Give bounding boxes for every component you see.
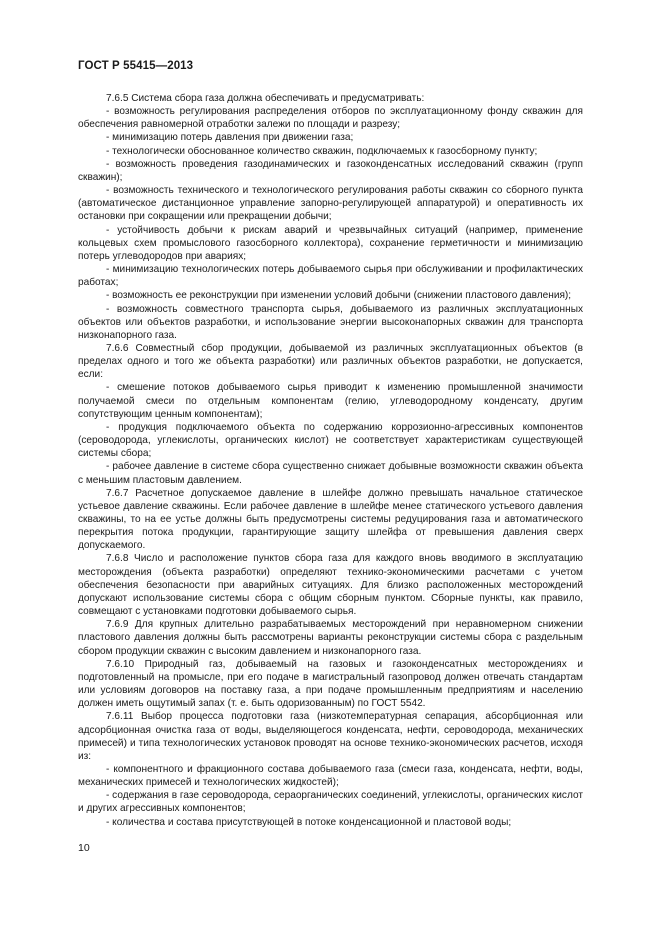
list-item: - компонентного и фракционного состава добываемого газа (смеси газа, конденсата, нефти, воды, механических примесей и технологических жидкостей); — [78, 763, 583, 789]
list-item: - возможность проведения газодинамических и газоконденсатных исследований скважин (групп скважин); — [78, 158, 583, 183]
paragraph-7-6-11: 7.6.11 Выбор процесса подготовки газа (низкотемпературная сепарация, абсорбционная или адсорбционная очистка газа от воды, выделяющегося конденсата, нефти, сероводорода, механических примесей) и типа технологических установок проводят на основе технико-экономических расчетов, исходя из: — [78, 711, 583, 762]
paragraph-7-6-8: 7.6.8 Число и расположение пунктов сбора газа для каждого вновь вводимого в эксплуатацию месторождения (объекта разработки) определяют технико-экономическими расчетами с учетом обеспечения безопасности при аварийных ситуациях. Для близко расположенных месторождений допускают использование системы сбора с общим сборным пунктом. Сборные пункты, как правило, совмещают с установками подготовки добываемого сырья. — [78, 553, 583, 618]
list-item: - устойчивость добычи к рискам аварий и чрезвычайных ситуаций (например, применение кольцевых схем промыслового газосборного коллектора), сохранение герметичности и минимизацию потерь углеводородов при авариях; — [78, 224, 583, 262]
paragraph-7-6-7: 7.6.7 Расчетное допускаемое давление в шлейфе должно превышать начальное статическое устьевое давление скважины. Если рабочее давление в шлейфе менее статического устьевого давления скважины, то на ее устье должны быть предусмотрены системы редуцирования газа и автоматического перекрытия потока продукции, гарантирующие защиту шлейфа от превышения давления сверх допускаемого. — [78, 487, 583, 552]
list-item: - технологически обоснованное количество скважин, подключаемых к газосборному пункту; — [106, 145, 538, 157]
list-item: - минимизацию технологических потерь добываемого сырья при обслуживании и профилактических работах; — [78, 264, 583, 289]
list-item: - возможность регулирования распределения отборов по эксплуатационному фонду скважин для обеспечения равномерной отработки залежи по площади и разрезу; — [78, 106, 583, 131]
list-item: - возможность совместного транспорта сырья, добываемого из различных эксплуатационных объектов или объектов разработки, и использование энергии высоконапорных скважин для транспорта низконапорного газа. — [78, 303, 583, 341]
list-item: - содержания в газе сероводорода, сераорганических соединений, углекислоты, органических кислот и других агрессивных компонентов; — [78, 790, 583, 815]
paragraph-7-6-10: 7.6.10 Природный газ, добываемый на газовых и газоконденсатных месторождениях и подготовленный на промысле, при его подаче в магистральный газопровод должен отвечать стандартам или условиям договоров на поставку газа, а при подаче промышленным предприятиям и населению должен иметь ощутимый запах (т. е. быть одоризованным) по ГОСТ 5542. — [78, 658, 583, 710]
page-number: 10 — [78, 842, 90, 854]
list-item: - рабочее давление в системе сбора существенно снижает добывные возможности скважин объекта с меньшим пластовым давлением. — [78, 461, 583, 486]
list-item: - количества и состава присутствующей в потоке конденсационной и пластовой воды; — [106, 816, 512, 828]
paragraph-7-6-5: 7.6.5 Система сбора газа должна обеспечивать и предусматривать: — [106, 93, 425, 104]
paragraph-7-6-6: 7.6.6 Совместный сбор продукции, добываемой из различных эксплуатационных объектов (в пределах одного и того же объекта разработки) или различных объектов разработки, не допускается, если: — [78, 342, 583, 381]
list-item: - минимизацию потерь давления при движении газа; — [106, 132, 354, 144]
document-body — [78, 92, 583, 829]
list-item: - возможность ее реконструкции при изменении условий добычи (снижении пластового давления); — [106, 290, 572, 302]
document-header: ГОСТ Р 55415—2013 — [78, 60, 194, 72]
list-item: - смешение потоков добываемого сырья приводит к изменению промышленной значимости получаемой смеси по отдельным компонентам (гелию, углеводородному конденсату, другим сопутствующим ценным компонентам); — [78, 382, 583, 420]
list-item: - возможность технического и технологического регулирования работы скважин со сборного пункта (автоматическое дистанционное управление запорно-регулирующей аппаратурой) и оперативность их остановки при сокращении или прекращении добычи; — [78, 185, 583, 223]
list-item: - продукция подключаемого объекта по содержанию коррозионно-агрессивных компонентов (сероводорода, углекислоты, органических кислот) не соответствует характеристикам существующей системы сбора; — [78, 421, 583, 460]
paragraph-7-6-9: 7.6.9 Для крупных длительно разрабатываемых месторождений при неравномерном снижении пластового давления должны быть рассмотрены варианты реконструкции системы сбора с раздельным сбором продукции скважин с высоким давлением и низконапорного газа. — [78, 619, 583, 657]
